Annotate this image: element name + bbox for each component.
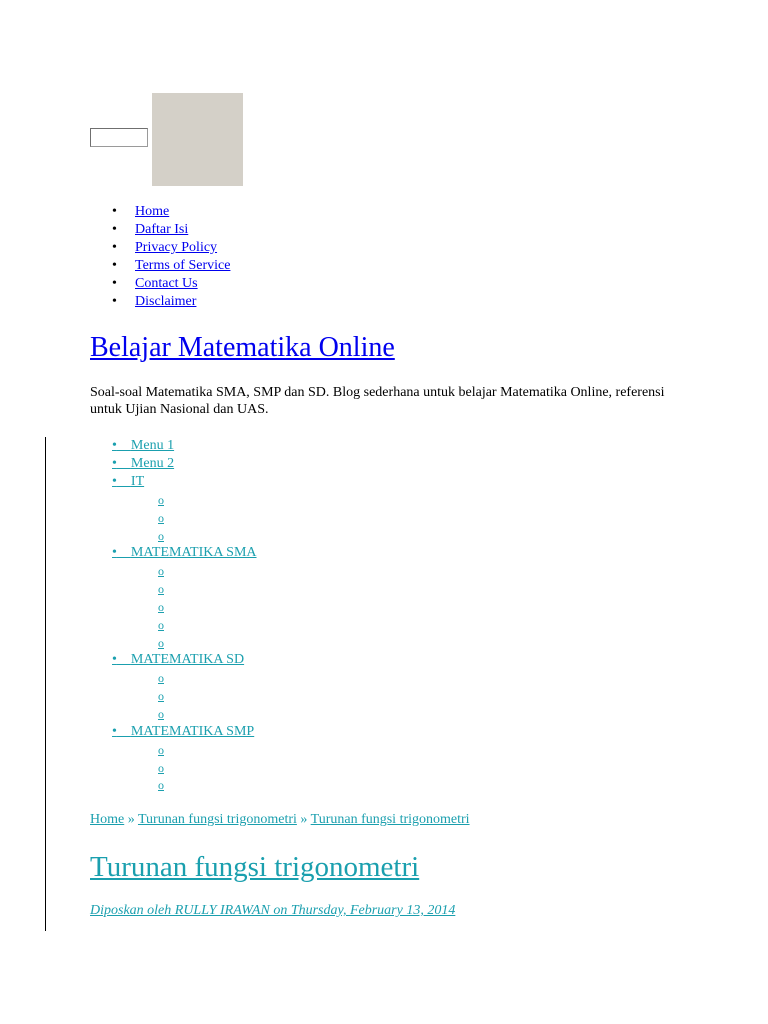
breadcrumb-home-link[interactable]: Home	[90, 812, 125, 827]
submenu-item	[158, 616, 257, 634]
submenu-matematika-smp	[112, 741, 257, 794]
blog-description: Soal-soal Matematika SMA, SMP dan SD. Blog sederhana untuk belajar Matematika Online, referensi untuk Ujian Nasional dan UAS.	[90, 385, 665, 417]
vertical-divider	[45, 437, 46, 931]
submenu-item	[158, 491, 257, 509]
nav-item-home	[135, 203, 230, 221]
submenu-smp-container	[112, 741, 257, 794]
category-item-matematika-smp	[112, 723, 257, 741]
category-item-matematika-sma	[112, 544, 257, 562]
submenu-item	[158, 509, 257, 527]
nav-link-home[interactable]: Home	[135, 204, 170, 219]
submenu-link[interactable]: o	[158, 617, 164, 632]
search-button[interactable]	[152, 93, 243, 186]
bullet-icon: •	[112, 438, 117, 453]
blog-title-link[interactable]: Belajar Matematika Online	[90, 332, 395, 363]
nav-item-daftar-isi	[135, 221, 230, 239]
bullet-icon: •	[112, 723, 117, 739]
submenu-link[interactable]: o	[158, 760, 164, 775]
breadcrumb-current-link[interactable]: Turunan fungsi trigonometri	[310, 812, 470, 827]
submenu-link[interactable]: o	[158, 510, 164, 525]
nav-link-contact-us[interactable]: Contact Us	[135, 276, 198, 291]
bullet-icon: •	[112, 652, 117, 668]
bullet-icon: •	[112, 456, 117, 471]
top-navigation	[0, 203, 230, 311]
category-link-it[interactable]	[112, 474, 144, 489]
submenu-item	[158, 669, 257, 687]
submenu-item	[158, 741, 257, 759]
nav-link-terms-of-service[interactable]: Terms of Service	[135, 258, 231, 273]
category-navigation	[112, 437, 257, 794]
submenu-link[interactable]: o	[158, 493, 164, 507]
nav-item-disclaimer	[135, 293, 230, 311]
bullet-icon: •	[112, 545, 117, 561]
category-label: MATEMATIKA SMP	[130, 723, 255, 739]
category-link-matematika-sd[interactable]	[112, 652, 244, 667]
breadcrumb-separator: »	[124, 812, 138, 827]
submenu-sma-container	[112, 562, 257, 651]
submenu-link[interactable]: o	[158, 564, 164, 579]
submenu-link[interactable]: o	[158, 599, 164, 614]
category-item-matematika-sd	[112, 651, 257, 669]
breadcrumb-category-link[interactable]: Turunan fungsi trigonometri	[137, 812, 297, 827]
submenu-item	[158, 634, 257, 652]
category-link-matematika-sma[interactable]	[112, 545, 257, 560]
search-input[interactable]	[90, 128, 148, 147]
post-meta-link[interactable]: Diposkan oleh RULLY IRAWAN on Thursday, February 13, 2014	[90, 903, 456, 918]
blog-title	[90, 331, 395, 365]
submenu-matematika-sma	[112, 562, 257, 651]
category-item-menu-2	[112, 455, 257, 473]
nav-item-contact-us	[135, 275, 230, 293]
category-label: Menu 2	[130, 456, 175, 471]
nav-link-privacy-policy[interactable]: Privacy Policy	[135, 240, 218, 255]
submenu-it-container	[112, 491, 257, 544]
submenu-item	[158, 598, 257, 616]
category-label: IT	[130, 474, 145, 489]
submenu-link[interactable]: o	[158, 582, 164, 597]
submenu-sd-container	[112, 669, 257, 722]
nav-link-daftar-isi[interactable]: Daftar Isi	[135, 222, 189, 237]
submenu-it	[112, 491, 257, 544]
submenu-link[interactable]: o	[158, 706, 164, 721]
submenu-link[interactable]: o	[158, 742, 164, 757]
nav-link-disclaimer[interactable]: Disclaimer	[135, 294, 197, 309]
submenu-item	[158, 776, 257, 794]
category-item-it	[112, 473, 257, 491]
submenu-item	[158, 527, 257, 545]
submenu-link[interactable]: o	[158, 778, 164, 793]
submenu-item	[158, 687, 257, 705]
submenu-link[interactable]: o	[158, 528, 164, 543]
nav-item-privacy-policy	[135, 239, 230, 257]
nav-item-terms-of-service	[135, 257, 230, 275]
submenu-item	[158, 580, 257, 598]
submenu-link[interactable]: o	[158, 689, 164, 704]
submenu-item	[158, 562, 257, 580]
category-link-matematika-smp[interactable]	[112, 724, 254, 739]
submenu-link[interactable]: o	[158, 671, 164, 686]
category-label: Menu 1	[130, 438, 175, 453]
submenu-item	[158, 705, 257, 723]
category-link-menu-2[interactable]	[112, 456, 174, 471]
submenu-item	[158, 759, 257, 777]
bullet-icon: •	[112, 474, 117, 489]
category-link-menu-1[interactable]	[112, 438, 174, 453]
post-title	[90, 849, 419, 885]
breadcrumb-separator: »	[296, 812, 311, 827]
category-item-menu-1	[112, 437, 257, 455]
category-label: MATEMATIKA SMA	[130, 545, 257, 561]
submenu-link[interactable]: o	[158, 635, 164, 650]
post-meta	[90, 902, 455, 920]
submenu-matematika-sd	[112, 669, 257, 722]
post-title-link[interactable]: Turunan fungsi trigonometri	[90, 851, 420, 883]
category-label: MATEMATIKA SD	[130, 652, 245, 668]
breadcrumb	[90, 811, 470, 829]
